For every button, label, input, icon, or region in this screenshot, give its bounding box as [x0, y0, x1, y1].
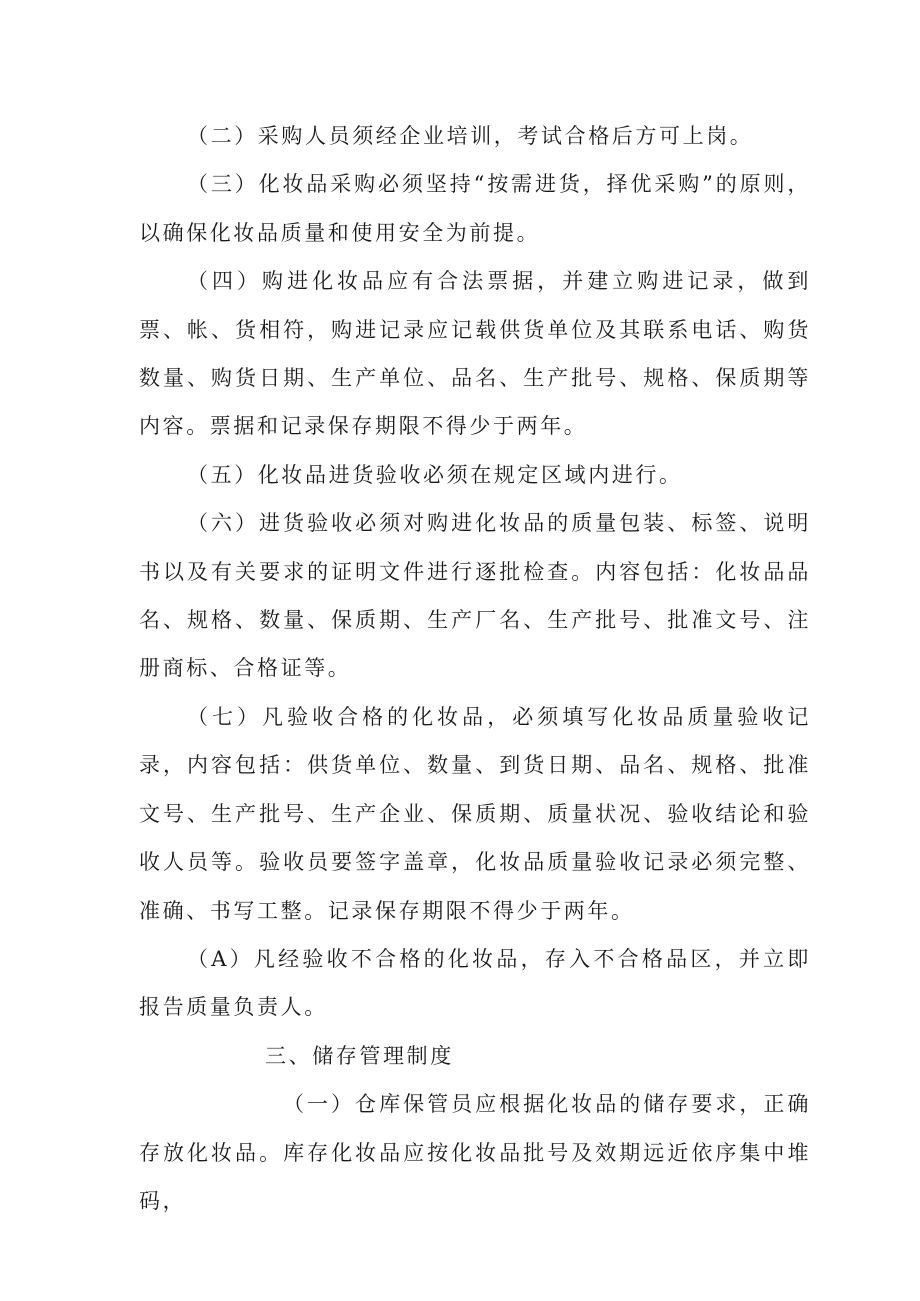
paragraph-inspection-records: （七）凡验收合格的化妆品，必须填写化妆品质量验收记录，内容包括：供货单位、数量、到货日期、品名、规格、批准文号、生产批号、生产企业、保质期、质量状况、验收结论和验收人员等。验收员要签字盖章，化妆品质量验收记录必须完整、准确、书写工整。记录保存期限不得少于两年。 [139, 704, 811, 923]
paragraph-inspection-area: （五）化妆品进货验收必须在规定区域内进行。 [187, 462, 683, 487]
paragraph-storage-placement: （一）仓库保管员应根据化妆品的储存要求，正确存放化妆品。库存化妆品应按化妆品批号及效期远近依序集中堆码， [139, 1092, 811, 1213]
paragraph-nonconforming-goods: （A）凡经验收不合格的化妆品，存入不合格品区，并立即报告质量负责人。 [139, 946, 811, 1020]
section-heading-storage: 三、储存管理制度 [265, 1043, 454, 1068]
paragraph-procurement-training: （二）采购人员须经企业培训，考试合格后方可上岗。 [187, 124, 754, 148]
document-body [139, 112, 811, 1225]
paragraph-purchase-records: （四）购进化妆品应有合法票据，并建立购进记录，做到票、帐、货相符，购进记录应记载供货单位及其联系电话、购货数量、购货日期、生产单位、品名、生产批号、规格、保质期等内容。票据和记录保存期限不得少于两年。 [139, 269, 811, 439]
paragraph-procurement-principle: （三）化妆品采购必须坚持“按需进货，择优采购”的原则，以确保化妆品质量和使用安全为前提。 [139, 172, 811, 245]
paragraph-inspection-contents: （六）进货验收必须对购进化妆品的质量包装、标签、说明书以及有关要求的证明文件进行逐批检查。内容包括：化妆品品名、规格、数量、保质期、生产厂名、生产批号、批准文号、注册商标、合格证等。 [139, 511, 811, 681]
